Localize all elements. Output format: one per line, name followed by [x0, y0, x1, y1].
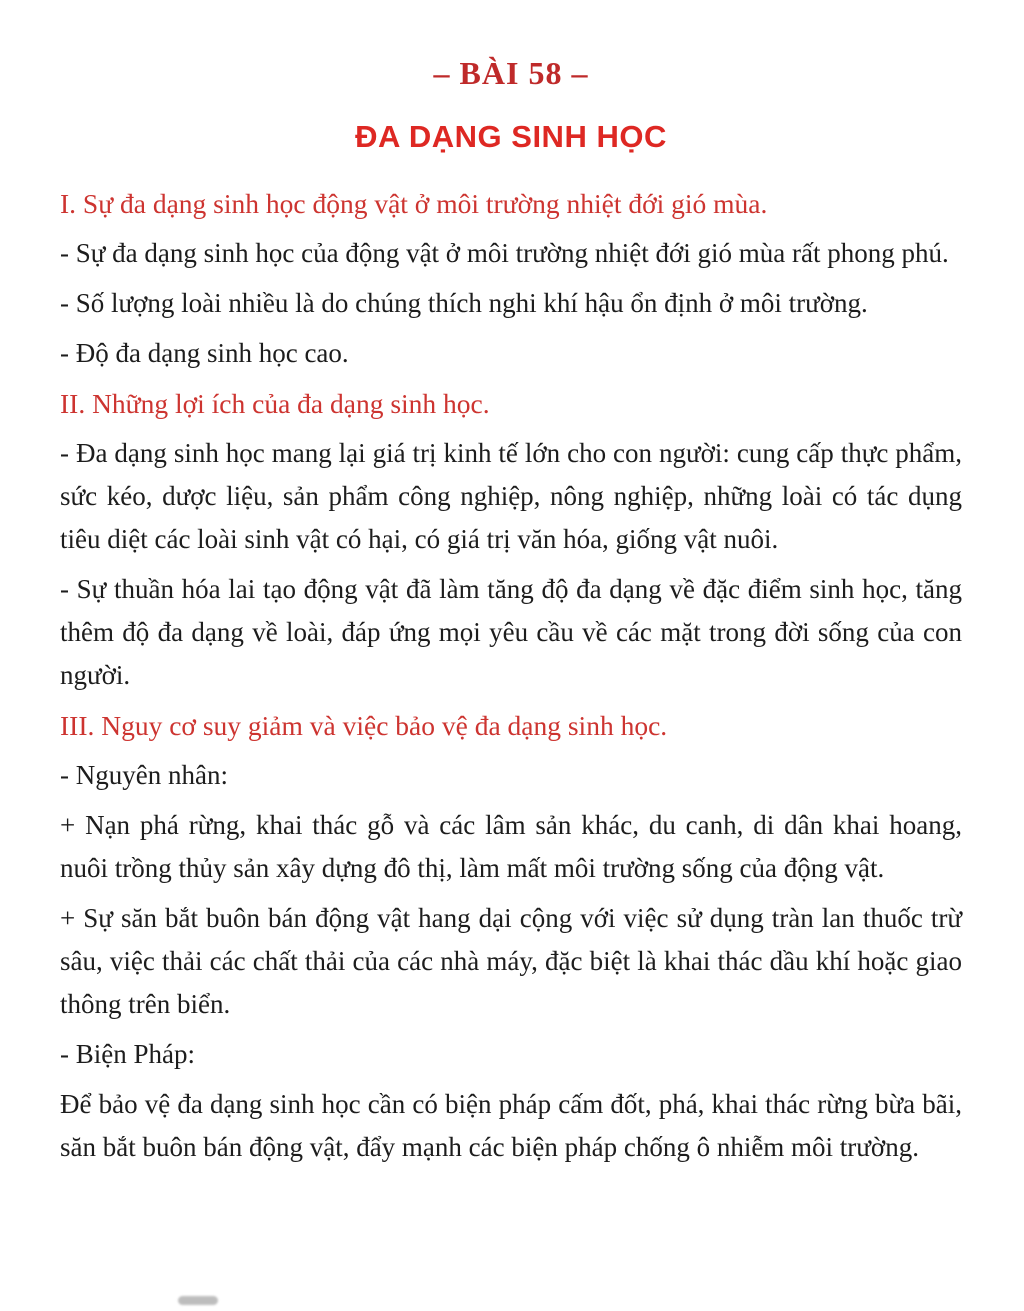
section-2: [60, 382, 962, 697]
paragraph: - Sự thuần hóa lai tạo động vật đã làm tăng độ đa dạng về đặc điểm sinh học, tăng thêm độ đa dạng về loài, đáp ứng mọi yêu cầu về các mặt trong đời sống của con người.: [60, 574, 962, 690]
section-1: [60, 182, 962, 375]
lesson-number-heading: – BÀI 58 –: [433, 55, 589, 91]
paragraph: - Nguyên nhân:: [60, 760, 228, 790]
cropped-element-artifact: [178, 1296, 218, 1305]
section-3: [60, 704, 962, 1169]
section-2-heading: II. Những lợi ích của đa dạng sinh học.: [60, 388, 490, 419]
section-3-heading: III. Nguy cơ suy giảm và việc bảo vệ đa dạng sinh học.: [60, 710, 668, 741]
paragraph: - Số lượng loài nhiều là do chúng thích nghi khí hậu ổn định ở môi trường.: [60, 288, 868, 318]
paragraph: + Sự săn bắt buôn bán động vật hang dại cộng với việc sử dụng tràn lan thuốc trừ sâu, việc thải các chất thải của các nhà máy, đặc biệt là khai thác dầu khí hoặc giao thông trên biển.: [60, 903, 962, 1019]
section-1-heading: I. Sự đa dạng sinh học động vật ở môi trường nhiệt đới gió mùa.: [60, 188, 768, 219]
paragraph: - Sự đa dạng sinh học của động vật ở môi trường nhiệt đới gió mùa rất phong phú.: [60, 238, 949, 268]
paragraph: - Độ đa dạng sinh học cao.: [60, 338, 349, 368]
paragraph: - Biện Pháp:: [60, 1039, 195, 1069]
paragraph: Để bảo vệ đa dạng sinh học cần có biện pháp cấm đốt, phá, khai thác rừng bừa bãi, săn bắt buôn bán động vật, đẩy mạnh các biện pháp chống ô nhiễm môi trường.: [60, 1089, 962, 1162]
lesson-title-heading: ĐA DẠNG SINH HỌC: [355, 119, 667, 154]
paragraph: - Đa dạng sinh học mang lại giá trị kinh tế lớn cho con người: cung cấp thực phẩm, sức kéo, dược liệu, sản phẩm công nghiệp, nông nghiệp, những loài có tác dụng tiêu diệt các loài sinh vật có hại, có giá trị văn hóa, giống vật nuôi.: [60, 438, 962, 554]
paragraph: + Nạn phá rừng, khai thác gỗ và các lâm sản khác, du canh, di dân khai hoang, nuôi trồng thủy sản xây dựng đô thị, làm mất môi trường sống của động vật.: [60, 810, 962, 883]
